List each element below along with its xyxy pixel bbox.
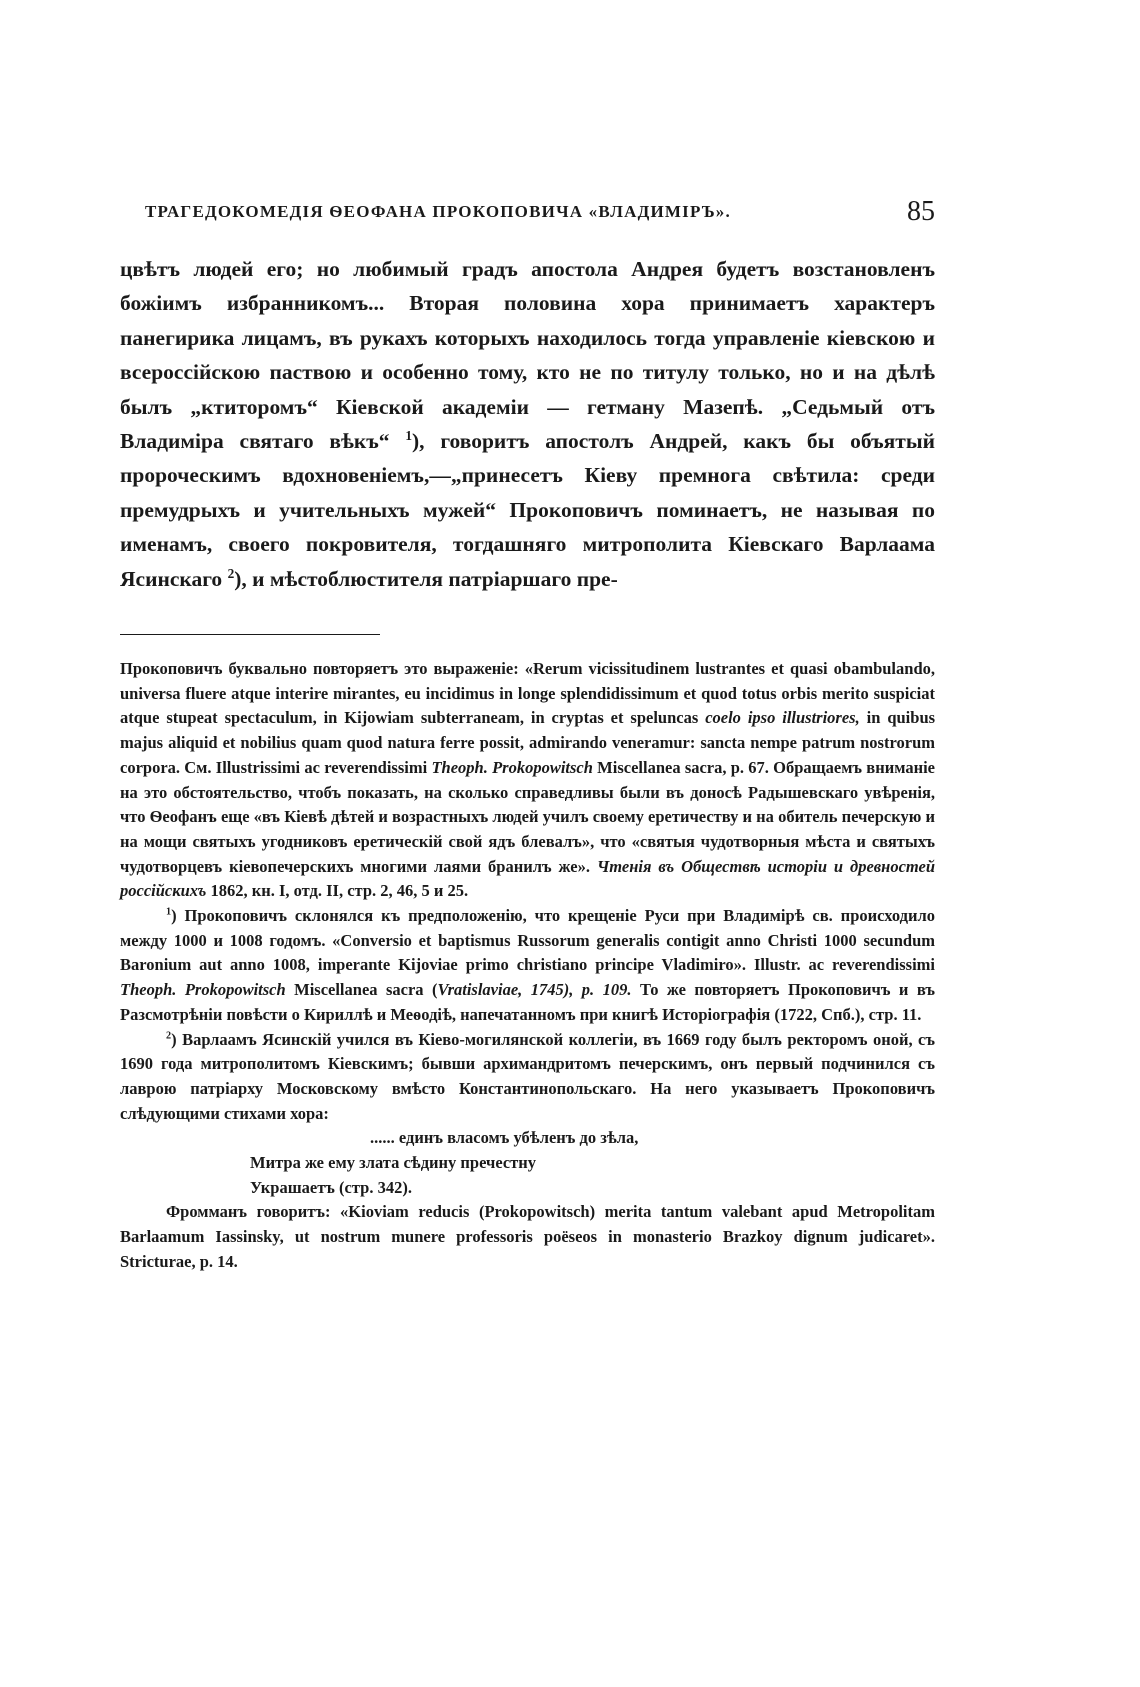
footnote-divider [120, 634, 380, 635]
note-text: Miscellanea sacra ( [294, 980, 438, 1000]
verse-quote [120, 1126, 935, 1200]
closing-note: Фромманъ говоритъ: «Kioviam reducis (Prokopowitsch) merita tantum valebant apud Metropolitam Barlaamum Iassinsky, ut nostrum munere professoris poëseos in monasterio Brazkoy dignum judicaret». Stricturae, p. 14. [120, 1202, 935, 1271]
note-italic: Theoph. Prokopowitsch [431, 757, 593, 777]
note-text: То же повторяетъ Прокоповичъ и въ Разсмотрѣніи повѣсти о Кириллѣ и Меѳодіѣ, напечатанномъ при книгѣ Исторіографія (1722, Спб.), стр. 11. [120, 980, 935, 1024]
footnote-continued [120, 657, 935, 904]
main-text-part: цвѣтъ людей его; но любимый градъ апостола Андрея будетъ возстановленъ божіимъ избранникомъ... Вторая половина хора принимаетъ характеръ панегирика лицамъ, въ рукахъ которыхъ находилось тогда управленіе кіевскою и всероссійскою паствою и особенно тому, кто не по титулу только, но и на дѣлѣ былъ „ктиторомъ“ Кіевской академіи — гетману Мазепѣ. „Седьмый отъ Владиміра святаго вѣкъ“ [120, 257, 935, 454]
note-italic: Чтенія въ Обществѣ исторіи и древностей россійскихъ [120, 856, 936, 901]
note-text: 1862, кн. I, отд. II, стр. 2, 46, 5 и 25. [210, 881, 469, 901]
main-text-part: ), говоритъ апостолъ Андрей, какъ бы объятый пророческимъ вдохновеніемъ,—„принесетъ Кіеву премнога свѣтила: среди премудрыхъ и учительныхъ мужей“ Прокоповичъ поминаетъ, не называя по именамъ, своего покровителя, тогдашняго митрополита Кіевскаго Варлаама Ясинскаго [120, 429, 935, 591]
page-number: 85 [907, 196, 935, 227]
footnotes [120, 657, 935, 1275]
verse-line: Украшаетъ (стр. 342). [250, 1177, 412, 1197]
running-title: ТРАГЕДОКОМЕДІЯ ѲЕОФАНА ПРОКОПОВИЧА «ВЛАДИМІРЪ». [145, 202, 731, 221]
main-text-part: ), и мѣстоблюстителя патріаршаго пре- [234, 566, 618, 591]
note-text: in quibus majus aliquid et nobilius quam quod natura ferre possit, admirando veneramur: sancta nempe patrum nostrorum corpora. См. Illustrissimi ac reverendissimi [120, 708, 936, 777]
footnote-marker: 2 [166, 1030, 172, 1042]
note-text: ) Прокоповичъ склонялся къ предположенію, что крещеніе Руси при Владимірѣ св. происходило между 1000 и 1008 годомъ. «Conversio et baptismus Russorum generalis contigit anno Christi 1000 secundum Baronium aut anno 1008, imperante Kijoviae primo christiano principe Vladimiro». Illustr. ac reverendissimi [120, 906, 935, 975]
note-italic: Theoph. Prokopowitsch [120, 980, 286, 1000]
note-text: Miscellanea sacra, p. 67. Обращаемъ вниманіе на это обстоятельство, чтобъ показать, на сколько справедливы были въ доносѣ Радышевскаго увѣренія, что Ѳеофанъ еще «въ Кіевѣ дѣтей и возрастныхъ людей училъ своему еретичеству и на обитель печерскую и на мощи святыхъ угодниковъ еретическій свой ядъ блевалъ», что «святыя чудотворныя мѣста и святыхъ чудотворцевъ кіевопечерскихъ многими лаями бранилъ же». [120, 757, 936, 876]
verse-line: Митра же ему злата сѣдину пречестну [250, 1153, 537, 1173]
note-italic: Vratislaviae, 1745), p. 109. [437, 980, 632, 1000]
footnote-1 [120, 904, 935, 1028]
footnote-marker: 1 [166, 906, 172, 918]
note-italic: coelo ipso illustriores, [705, 708, 860, 728]
footnote-ref: 2 [227, 565, 235, 581]
note-text: ) Варлаамъ Ясинскій учился въ Кіево-могилянской коллегіи, въ 1669 году былъ ректоромъ оной, съ 1690 года митрополитомъ Кіевскимъ; бывши архимандритомъ печерскимъ, онъ первый подчинился съ лаврою патріарху Московскому вмѣсто Константинопольскаго. На него указываетъ Прокоповичъ слѣдующими стихами хора: [120, 1029, 935, 1123]
main-paragraph [120, 252, 935, 596]
page-header [145, 196, 935, 236]
verse-line: ...... единъ власомъ убѣленъ до зѣла, [370, 1128, 639, 1148]
footnote-ref: 1 [405, 427, 412, 443]
footnote-2 [120, 1028, 935, 1127]
note-text: Прокоповичъ буквально повторяетъ это выраженіе: «Rerum vicissitudinem lustrantes et quasi obambulando, universa fluere atque interire mirantes, eu incidimus in longe splendidissimum et quod totus orbis merito suspiciat atque stupeat spectaculum, in Kijowiam subterraneam, in cryptas et speluncas [120, 659, 935, 728]
